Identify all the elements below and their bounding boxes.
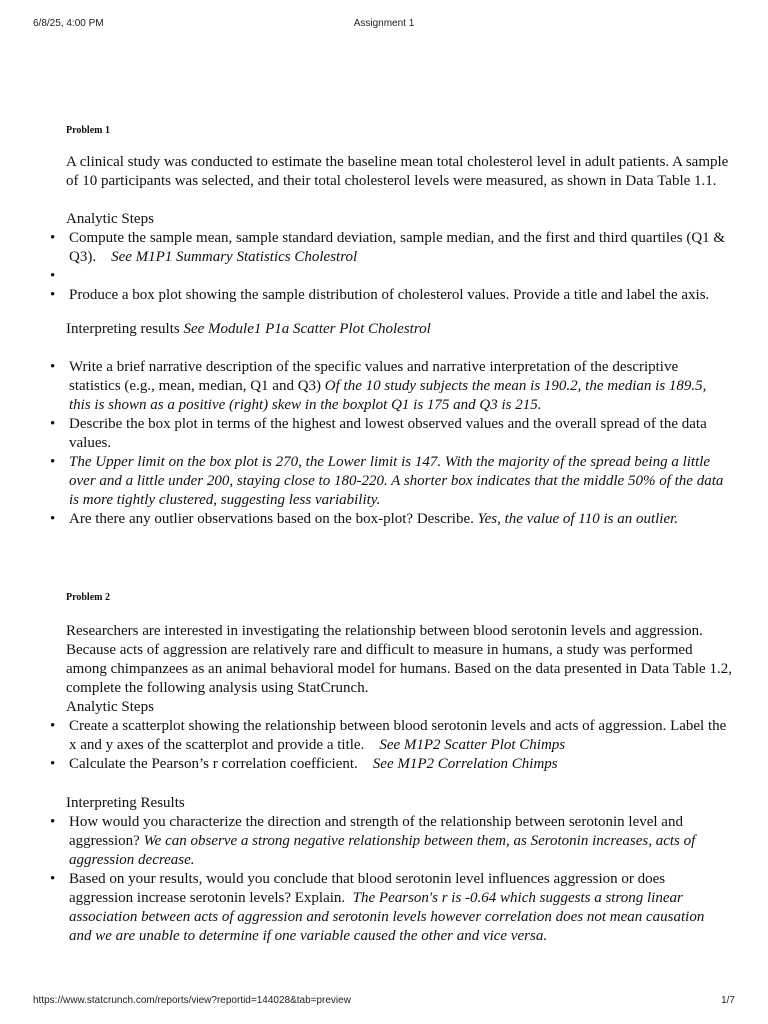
problem2-intro: Researchers are interested in investigating the relationship between blood serotonin levels and aggression. Because acts of aggression are relatively rare and difficult to measure in humans, a study was performed among chimpanzees as an animal behavioral model for humans. Based on the data presented in Data Table 1.2, complete the following analysis using StatCrunch. (66, 623, 732, 696)
problem2-interpreting-label: Interpreting Results (66, 795, 185, 811)
problem2-q2-answer: The Pearson's r is -0.64 which suggests a strong linear association between acts of aggression and serotonin levels however correlation does not mean causation and we are unable to determine if one variable caused the other and vice versa. (69, 890, 705, 944)
problem2-step1-text: Create a scatterplot showing the relationship between blood serotonin levels and acts of aggression. Label the x and y axes of the scatterplot and provide a title. (69, 718, 727, 753)
list-item (0, 755, 730, 774)
problem2-heading: Problem 2 (66, 592, 110, 603)
problem2-q1-text: How would you characterize the direction and strength of the relationship between serotonin level and aggression? (69, 814, 683, 849)
problem1-q2-answer: The Upper limit on the box plot is 270, the Lower limit is 147. With the majority of the spread being a little over and a little under 200, staying close to 180-220. A shorter box indicates that the middle 50% of the data is more tightly clustered, suggesting less variability. (69, 454, 724, 508)
problem1-interpreting-list (0, 358, 730, 529)
document-title: Assignment 1 (353, 18, 415, 29)
problem2-q2-text: Based on your results, would you conclude that blood serotonin level influences aggression or does aggression increase serotonin levels? Explain. (69, 871, 666, 906)
list-item (0, 717, 730, 755)
problem2-step2-reference: See M1P2 Correlation Chimps (372, 756, 558, 772)
list-item-empty (0, 267, 730, 286)
problem1-interpreting-reference: See Module1 P1a Scatter Plot Cholestrol (183, 321, 431, 337)
problem1-steps-list (0, 229, 730, 305)
problem1-q1-text: Write a brief narrative description of the specific values and narrative interpretation of the descriptive statistics (e.g., mean, median, Q1 and Q3) (69, 359, 679, 394)
list-item (0, 813, 730, 870)
problem1-step1-reference: See M1P1 Summary Statistics Cholestrol (111, 249, 358, 265)
list-item (0, 415, 730, 453)
problem1-step1-text: Compute the sample mean, sample standard deviation, sample median, and the first and third quartiles (Q1 & Q3). (69, 230, 726, 265)
print-datetime: 6/8/25, 4:00 PM (33, 18, 104, 29)
problem2-steps-list (0, 717, 730, 774)
problem2-analytic-steps-label: Analytic Steps (66, 699, 154, 715)
list-item (0, 229, 730, 267)
problem1-heading: Problem 1 (66, 125, 110, 136)
problem1-q1-answer: Of the 10 study subjects the mean is 190.2, the median is 189.5, this is shown as a positive (right) skew in the boxplot Q1 is 175 and Q3 is 215. (69, 378, 707, 413)
list-item (0, 286, 730, 305)
problem1-q2-text: Describe the box plot in terms of the highest and lowest observed values and the overall spread of the data values. (69, 416, 707, 451)
page-number: 1/7 (721, 995, 735, 1006)
problem2-q1-answer: We can observe a strong negative relationship between them, as Serotonin increases, acts of aggression decrease. (69, 833, 696, 868)
problem1-intro: A clinical study was conducted to estimate the baseline mean total cholesterol level in adult patients. A sample of 10 participants was selected, and their total cholesterol levels were measured, as shown in Data Table 1.1. (66, 154, 729, 189)
problem1-q3-answer: Yes, the value of 110 is an outlier. (477, 511, 679, 527)
problem2-step1-reference: See M1P2 Scatter Plot Chimps (379, 737, 566, 753)
problem1-q3-text: Are there any outlier observations based on the box-plot? Describe. (69, 511, 474, 527)
list-item (0, 358, 730, 415)
problem2-interpreting-list (0, 813, 730, 946)
problem1-interpreting-label: Interpreting results (66, 321, 180, 337)
problem1-step3-text: Produce a box plot showing the sample distribution of cholesterol values. Provide a title and label the axis. (69, 287, 710, 303)
footer-url: https://www.statcrunch.com/reports/view?reportid=144028&tab=preview (33, 995, 351, 1006)
list-item (0, 453, 730, 510)
problem2-step2-text: Calculate the Pearson’s r correlation coefficient. (69, 756, 358, 772)
list-item (0, 510, 730, 529)
list-item (0, 870, 730, 946)
problem1-interpreting-line (66, 320, 431, 339)
problem1-analytic-steps-label: Analytic Steps (66, 211, 154, 227)
